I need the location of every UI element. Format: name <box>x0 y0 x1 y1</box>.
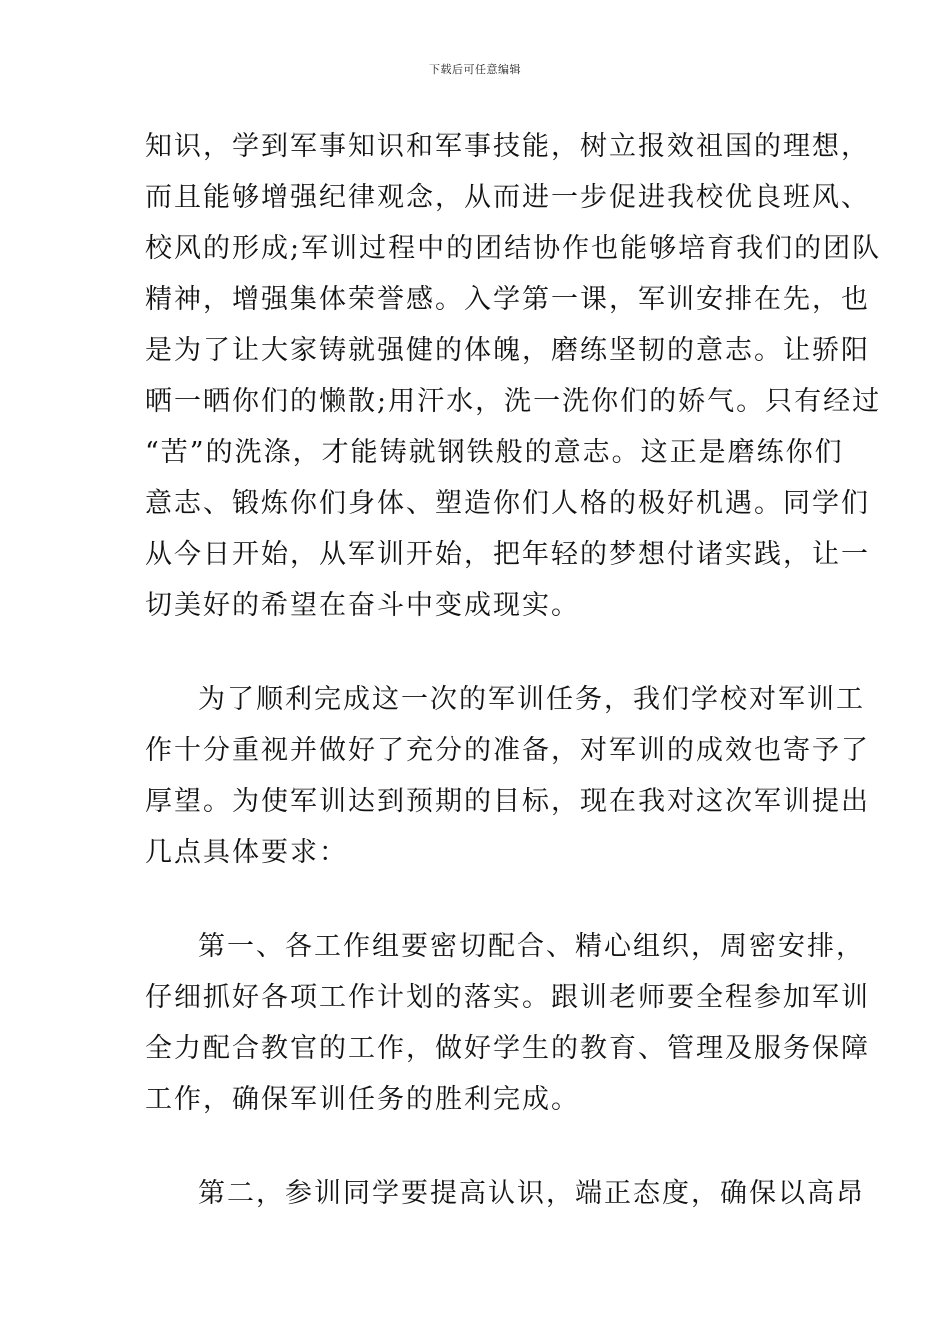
text-line: 从今日开始，从军训开始，把年轻的梦想付诸实践，让一 <box>145 539 870 570</box>
text-line: 晒一晒你们的懒散;用汗水，洗一洗你们的娇气。只有经过 <box>145 386 882 417</box>
text-line: 几点具体要求： <box>145 837 348 868</box>
page-header: 下载后可任意编辑 <box>429 63 521 76</box>
text-line: 而且能够增强纪律观念，从而进一步促进我校优良班风、 <box>145 182 870 213</box>
text-line: 意志、锻炼你们身体、塑造你们人格的极好机遇。同学们 <box>145 488 870 519</box>
text-line: 切美好的希望在奋斗中变成现实。 <box>145 590 580 621</box>
text-line: 全力配合教官的工作，做好学生的教育、管理及服务保障 <box>145 1033 870 1064</box>
text-line: 校风的形成;军训过程中的团结协作也能够培育我们的团队 <box>145 233 882 264</box>
text-line: 知识，学到军事知识和军事技能，树立报效祖国的理想， <box>145 131 870 162</box>
paragraph-first-line: 第二，参训同学要提高认识，端正态度，确保以高昂 <box>198 1178 865 1209</box>
text-line: 厚望。为使军训达到预期的目标，现在我对这次军训提出 <box>145 786 870 817</box>
text-line: 工作，确保军训任务的胜利完成。 <box>145 1084 580 1115</box>
text-line: 精神，增强集体荣誉感。入学第一课，军训安排在先，也 <box>145 284 870 315</box>
text-line: 仔细抓好各项工作计划的落实。跟训老师要全程参加军训 <box>145 982 870 1013</box>
text-line: 是为了让大家铸就强健的体魄，磨练坚韧的意志。让骄阳 <box>145 335 870 366</box>
paragraph-first-line: 第一、各工作组要密切配合、精心组织，周密安排， <box>198 931 865 962</box>
text-line: 作十分重视并做好了充分的准备，对军训的成效也寄予了 <box>145 735 870 766</box>
text-line: “苦”的洗涤，才能铸就钢铁般的意志。这正是磨练你们 <box>145 437 844 468</box>
paragraph-first-line: 为了顺利完成这一次的军训任务，我们学校对军训工 <box>198 684 865 715</box>
